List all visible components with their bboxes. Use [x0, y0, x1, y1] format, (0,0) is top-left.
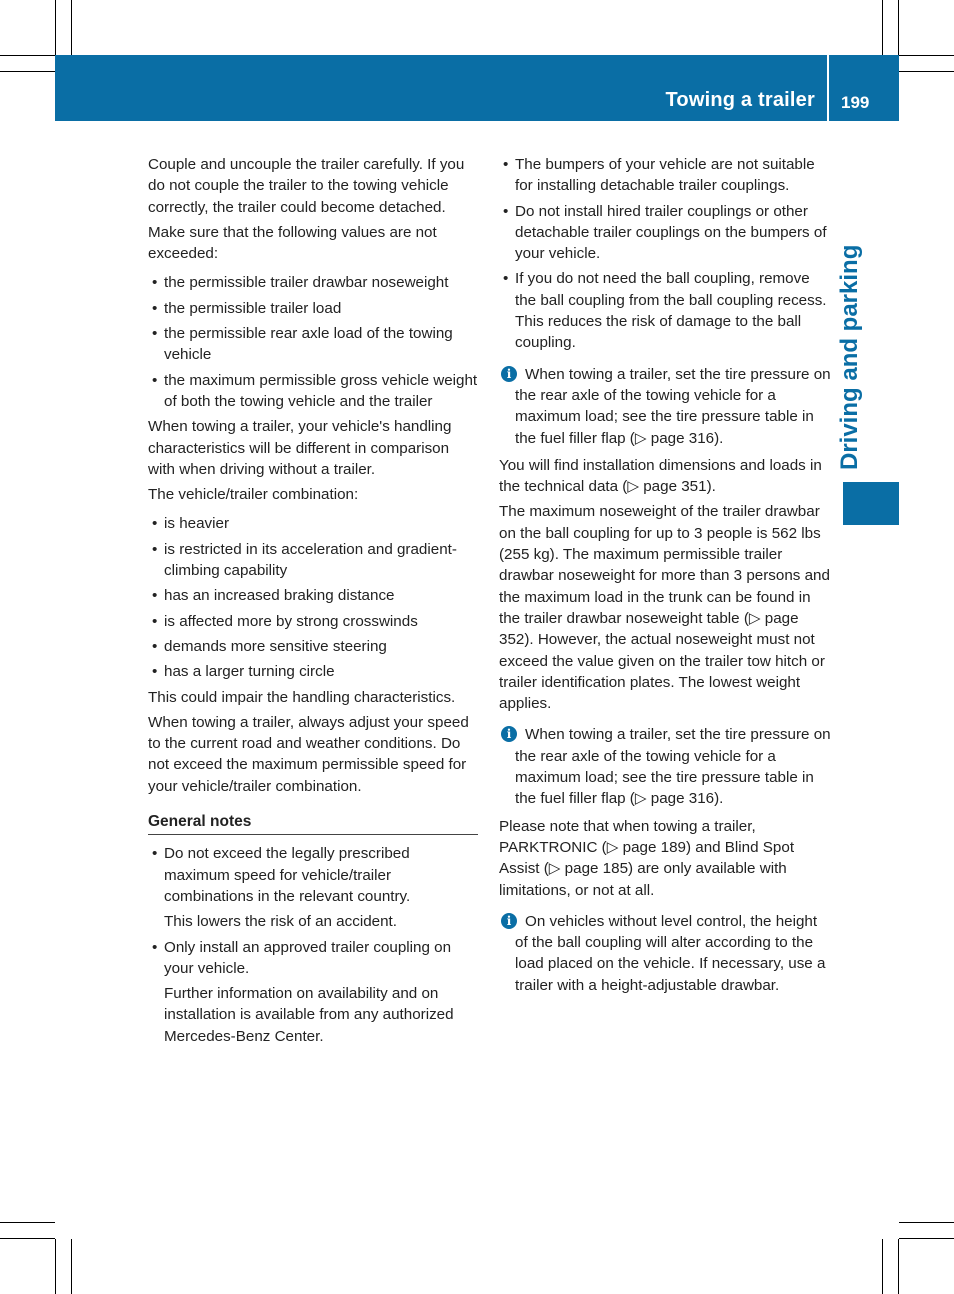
- info-note: [499, 364, 831, 449]
- paragraph: This could impair the handling characteristics.: [148, 688, 456, 706]
- page-header: [55, 55, 899, 121]
- crop-mark: [0, 1238, 55, 1239]
- list-item: [148, 843, 478, 932]
- crop-mark: [899, 1222, 954, 1223]
- list-item: • is restricted in its acceleration and gradient-climbing capability: [148, 539, 478, 582]
- page-number: 199: [841, 93, 870, 112]
- list-item: [148, 937, 478, 1047]
- crop-mark: [882, 1239, 883, 1294]
- paragraph: The maximum noseweight of the trailer drawbar on the ball coupling for up to 3 people is 562 lbs (255 kg). The maximum permissible trailer drawbar noseweight for more than 3 persons and the maximum load in the trunk can be found in the trailer drawbar noseweight table (▷ page 352). However, the actual noseweight must not exceed the value given on the trailer tow hitch or trailer identification plates. The lowest weight applies.: [499, 503, 830, 713]
- list-item: • the permissible trailer load: [148, 298, 478, 319]
- crop-mark: [71, 0, 72, 55]
- paragraph: You will find installation dimensions and loads in the technical data (▷ page 351).: [499, 456, 822, 496]
- paragraph: The vehicle/trailer combination:: [148, 486, 359, 504]
- list-item: • the permissible trailer drawbar noseweight: [148, 272, 478, 293]
- crop-mark: [899, 1238, 954, 1239]
- note-text: When towing a trailer, set the tire pressure on the rear axle of the towing vehicle for a maximum load; see the tire pressure table in the fuel filler flap (▷ page 316).: [515, 726, 831, 808]
- page-title: Towing a trailer: [665, 89, 815, 111]
- info-note: [499, 724, 831, 809]
- list-item-sub: Further information on availability and on installation is available from any authorized Mercedes-Benz Center.: [164, 985, 454, 1045]
- general-notes-list: [148, 843, 478, 1047]
- left-column: [148, 154, 478, 1051]
- crop-mark: [898, 0, 899, 55]
- list-item: • has an increased braking distance: [148, 585, 478, 606]
- crop-mark: [0, 55, 55, 56]
- list-item: • is affected more by strong crosswinds: [148, 611, 478, 632]
- note-text: When towing a trailer, set the tire pressure on the rear axle of the towing vehicle for a maximum load; see the tire pressure table in the fuel filler flap (▷ page 316).: [515, 365, 831, 447]
- list-item-sub: This lowers the risk of an accident.: [164, 913, 397, 931]
- crop-mark: [899, 55, 954, 56]
- info-icon: i: [501, 913, 517, 929]
- list-item: • The bumpers of your vehicle are not suitable for installing detachable trailer couplings.: [499, 154, 831, 197]
- coupling-list: [499, 154, 831, 354]
- info-icon: i: [501, 366, 517, 382]
- header-divider: [827, 55, 829, 121]
- crop-mark: [899, 71, 954, 72]
- combination-list: [148, 513, 478, 682]
- list-item: • If you do not need the ball coupling, remove the ball coupling from the ball coupling recess. This reduces the risk of damage to the ball coupling.: [499, 268, 831, 353]
- section-heading: General notes: [148, 811, 478, 835]
- info-note: [499, 911, 831, 996]
- note-text: On vehicles without level control, the height of the ball coupling will alter according to the load placed on the vehicle. If necessary, use a trailer with a height-adjustable drawbar.: [515, 912, 826, 994]
- crop-mark: [0, 71, 55, 72]
- list-item-text: Do not exceed the legally prescribed maximum speed for vehicle/trailer combinations in the relevant country.: [164, 845, 411, 905]
- chapter-tab: [843, 482, 899, 525]
- paragraph: Please note that when towing a trailer, PARKTRONIC (▷ page 189) and Blind Spot Assist (▷ page 185) are only available with limitations, or not at all.: [499, 817, 795, 899]
- crop-mark: [882, 0, 883, 55]
- limits-list: [148, 272, 478, 412]
- list-item: • has a larger turning circle: [148, 661, 478, 682]
- paragraph: Make sure that the following values are not exceeded:: [148, 223, 437, 263]
- list-item: • the permissible rear axle load of the towing vehicle: [148, 323, 478, 366]
- crop-mark: [0, 1222, 55, 1223]
- paragraph: When towing a trailer, always adjust your speed to the current road and weather conditions. Do not exceed the maximum permissible speed for your vehicle/trailer combination.: [148, 713, 469, 795]
- list-item: • is heavier: [148, 513, 478, 534]
- list-item: • Do not install hired trailer couplings or other detachable trailer couplings on the bumpers of your vehicle.: [499, 201, 831, 265]
- paragraph: Couple and uncouple the trailer carefully. If you do not couple the trailer to the towing vehicle correctly, the trailer could become detached.: [148, 156, 465, 216]
- list-item: • demands more sensitive steering: [148, 636, 478, 657]
- crop-mark: [71, 1239, 72, 1294]
- chapter-label-text: Driving and parking: [836, 244, 863, 470]
- info-icon: i: [501, 726, 517, 742]
- paragraph: When towing a trailer, your vehicle's handling characteristics will be different in comparison with when driving without a trailer.: [148, 418, 452, 478]
- crop-mark: [55, 1239, 56, 1294]
- right-column: [499, 154, 831, 1002]
- crop-mark: [898, 1239, 899, 1294]
- list-item: • the maximum permissible gross vehicle weight of both the towing vehicle and the trailer: [148, 370, 478, 413]
- crop-mark: [55, 0, 56, 55]
- list-item-text: Only install an approved trailer coupling on your vehicle.: [164, 938, 452, 977]
